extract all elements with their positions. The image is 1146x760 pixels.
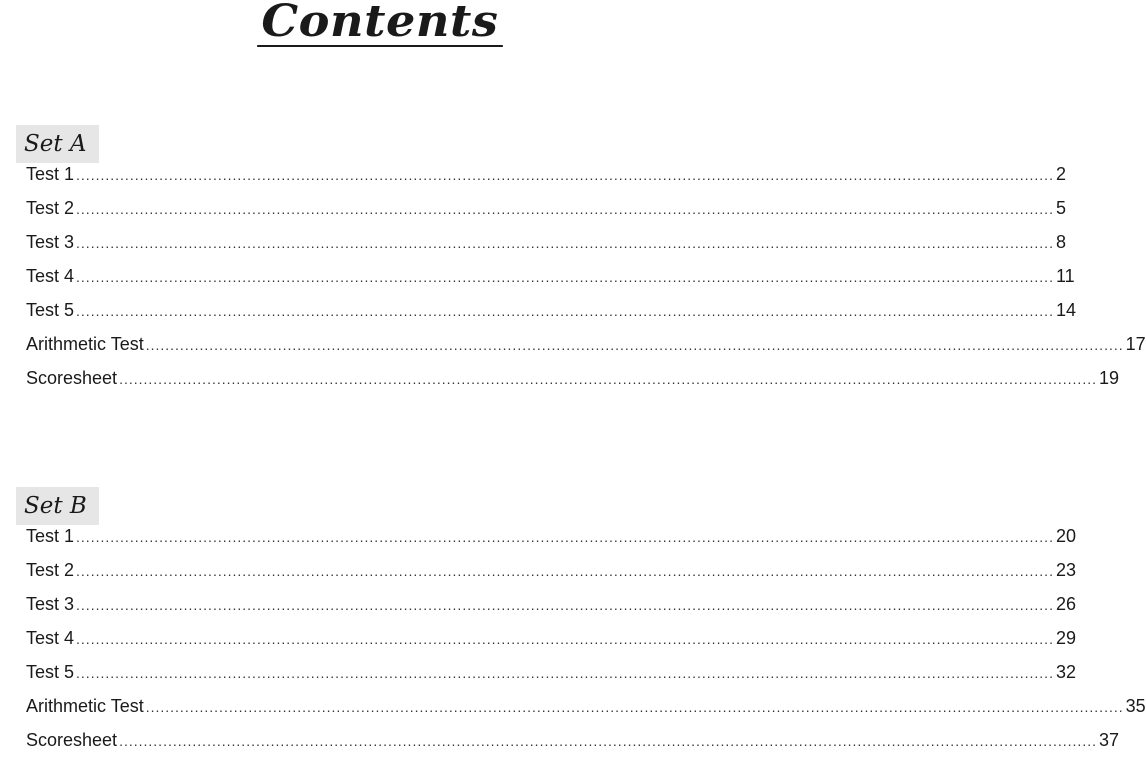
toc-entry-page: 8 [1055, 232, 1066, 252]
toc-entry-label: Test 2 [26, 198, 75, 218]
toc-entry[interactable] [26, 191, 1066, 225]
dot-leader: ........................................................................................................................................................................................................ [76, 563, 1054, 579]
toc-list-set-b [16, 519, 1146, 757]
toc-entry-label: Arithmetic Test [26, 334, 144, 354]
toc-entry[interactable] [26, 361, 1120, 395]
toc-entry[interactable] [26, 327, 1146, 361]
toc-entry-page: 14 [1055, 300, 1076, 320]
toc-entry-page: 23 [1055, 560, 1076, 580]
page-title [0, 0, 760, 47]
dot-leader: ........................................................................................................................................................................................................ [76, 665, 1054, 681]
toc-entry[interactable] [26, 259, 1075, 293]
toc-entry-page: 37 [1099, 730, 1120, 750]
toc-entry[interactable] [26, 723, 1120, 757]
toc-entry-page: 5 [1055, 198, 1066, 218]
toc-entry-label: Scoresheet [26, 730, 118, 750]
dot-leader: ........................................................................................................................................................................................................ [76, 303, 1054, 319]
toc-entry-label: Scoresheet [26, 368, 118, 388]
page-title-text: Contents [257, 0, 502, 47]
toc-entry[interactable] [26, 157, 1066, 191]
toc-entry-label: Test 2 [26, 560, 75, 580]
toc-entry[interactable] [26, 225, 1066, 259]
toc-entry[interactable] [26, 553, 1076, 587]
toc-entry-label: Test 5 [26, 662, 75, 682]
toc-entry-page: 19 [1099, 368, 1120, 388]
toc-entry-label: Test 3 [26, 594, 75, 614]
toc-entry[interactable] [26, 293, 1076, 327]
dot-leader: ........................................................................................................................................................................................................ [119, 371, 1097, 387]
toc-entry-label: Test 3 [26, 232, 75, 252]
dot-leader: ........................................................................................................................................................................................................ [145, 337, 1124, 353]
toc-entry[interactable] [26, 587, 1076, 621]
dot-leader: ........................................................................................................................................................................................................ [76, 201, 1054, 217]
toc-entry-page: 29 [1055, 628, 1076, 648]
toc-entry[interactable] [26, 621, 1076, 655]
toc-entry-label: Arithmetic Test [26, 696, 144, 716]
section-set-b [16, 487, 1146, 757]
toc-entry-label: Test 1 [26, 526, 75, 546]
toc-entry-page: 20 [1055, 526, 1076, 546]
dot-leader: ........................................................................................................................................................................................................ [145, 699, 1124, 715]
dot-leader: ........................................................................................................................................................................................................ [76, 269, 1054, 285]
toc-entry-label: Test 4 [26, 266, 75, 286]
dot-leader: ........................................................................................................................................................................................................ [119, 733, 1097, 749]
toc-entry[interactable] [26, 689, 1146, 723]
toc-entry-label: Test 1 [26, 164, 75, 184]
dot-leader: ........................................................................................................................................................................................................ [76, 597, 1054, 613]
dot-leader: ........................................................................................................................................................................................................ [76, 631, 1054, 647]
toc-entry-page: 26 [1055, 594, 1076, 614]
dot-leader: ........................................................................................................................................................................................................ [76, 235, 1054, 251]
toc-entry-page: 11 [1055, 266, 1075, 286]
section-header-set-a: Set A [16, 125, 99, 163]
dot-leader: ........................................................................................................................................................................................................ [76, 529, 1054, 545]
toc-entry-page: 17 [1125, 334, 1146, 354]
toc-entry-label: Test 4 [26, 628, 75, 648]
section-set-a [16, 125, 1146, 395]
toc-entry-page: 35 [1125, 696, 1146, 716]
toc-entry-label: Test 5 [26, 300, 75, 320]
toc-entry[interactable] [26, 655, 1076, 689]
toc-entry-page: 32 [1055, 662, 1076, 682]
section-header-set-b: Set B [16, 487, 99, 525]
toc-entry[interactable] [26, 519, 1076, 553]
toc-entry-page: 2 [1055, 164, 1066, 184]
dot-leader: ........................................................................................................................................................................................................ [76, 167, 1054, 183]
toc-list-set-a [16, 157, 1146, 395]
